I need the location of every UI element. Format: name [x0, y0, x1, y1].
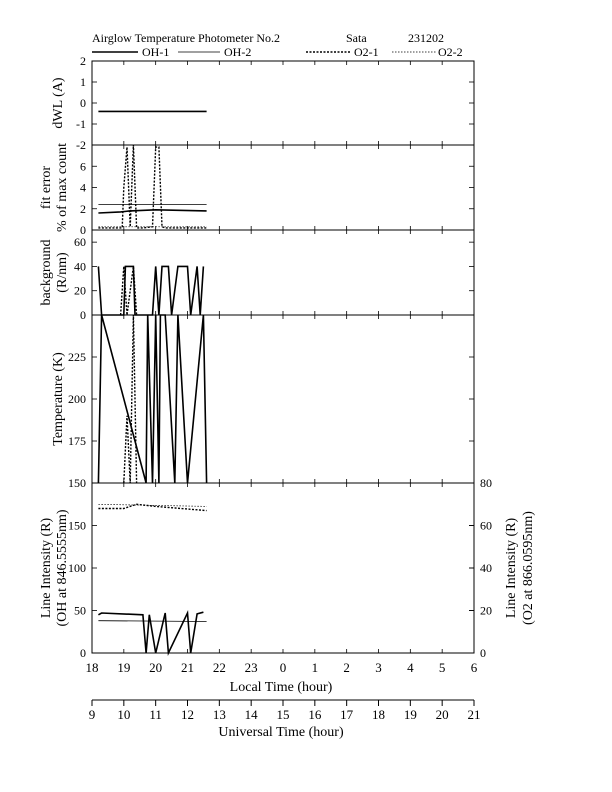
- background-ylabel2: (R/nm): [55, 252, 70, 293]
- intensity-ytick-label: 0: [80, 646, 86, 660]
- intensity-ytick-label: 50: [74, 603, 86, 618]
- intensity-ylabel-right2: (O2 at 866.0595nm): [521, 511, 536, 625]
- intensity-ytick-label-right: 40: [480, 561, 492, 575]
- background-series-oh1: [98, 266, 203, 315]
- universal-time-label: Universal Time (hour): [218, 725, 344, 740]
- legend-label-o21: O2-1: [354, 45, 379, 59]
- universal-time-tick-label: 21: [467, 707, 481, 722]
- date-label: 231202: [408, 31, 444, 45]
- intensity-ylabel-right: Line Intensity (R): [504, 517, 519, 619]
- legend-label-oh1: OH-1: [142, 45, 170, 59]
- temperature-ytick-label: 175: [68, 434, 86, 448]
- local-time-tick-label: 3: [375, 660, 382, 675]
- intensity-ytick-label-right: 0: [480, 646, 486, 660]
- temperature-ylabel: Temperature (K): [51, 352, 66, 446]
- background-ytick-label: 60: [74, 235, 86, 250]
- dwl-frame: [92, 61, 474, 145]
- fit_error-ytick-label: 6: [80, 159, 86, 174]
- local-time-tick-label: 2: [343, 660, 350, 675]
- intensity-ytick-label-right: 60: [480, 518, 492, 533]
- universal-time-tick-label: 14: [244, 707, 258, 722]
- background-ytick-label: 40: [74, 259, 86, 274]
- temperature-series-o21: [124, 315, 137, 483]
- fit_error-ytick-label: 2: [80, 201, 86, 216]
- local-time-tick-label: 21: [181, 660, 194, 675]
- dwl-ytick-label: -1: [76, 117, 86, 131]
- universal-time-tick-label: 15: [276, 707, 290, 722]
- panel-intensity: [39, 476, 536, 660]
- local-time-tick-label: 6: [470, 660, 478, 675]
- universal-time-tick-label: 12: [181, 707, 194, 722]
- temperature-ytick-label: 225: [68, 350, 86, 364]
- background-ytick-label: 0: [80, 308, 86, 322]
- universal-time-tick-label: 9: [88, 707, 96, 722]
- local-time-tick-label: 20: [149, 660, 163, 675]
- intensity-ytick-label-right: 80: [480, 476, 492, 490]
- background-frame: [92, 230, 474, 315]
- fit_error-frame: [92, 145, 474, 230]
- universal-time-tick-label: 16: [308, 707, 322, 722]
- intensity-ytick-label: 100: [68, 561, 86, 575]
- chart-title: Airglow Temperature Photometer No.2: [92, 31, 281, 45]
- local-time-tick-label: 1: [311, 660, 319, 675]
- intensity-frame: [92, 483, 474, 653]
- local-time-tick-label: 18: [85, 660, 99, 675]
- panel-background: [39, 230, 474, 322]
- temperature-ytick-label: 150: [68, 476, 86, 490]
- dwl-ylabel: dWL (A): [51, 77, 66, 129]
- background-ytick-label: 20: [74, 283, 86, 298]
- site-name: Sata: [346, 31, 367, 45]
- fit_error-ylabel: fit error: [39, 165, 54, 210]
- legend: [92, 45, 463, 59]
- background-ylabel: background: [39, 239, 54, 306]
- fit_error-ytick-label: 4: [80, 180, 86, 195]
- intensity-series-oh2: [98, 621, 206, 622]
- local-time-tick-label: 5: [438, 660, 446, 675]
- local-time-tick-label: 22: [212, 660, 226, 675]
- panel-temperature: [51, 315, 474, 490]
- panel-dwl: [51, 54, 474, 152]
- intensity-series-o22: [98, 504, 206, 506]
- local-time-tick-label: 23: [244, 660, 258, 675]
- local-time-tick-label: 4: [407, 660, 414, 675]
- panels: [39, 54, 536, 660]
- fit_error-ytick-label: 0: [80, 223, 86, 237]
- intensity-ytick-label-right: 20: [480, 603, 492, 618]
- fit_error-ylabel2: % of max count: [55, 142, 70, 233]
- intensity-ylabel2: (OH at 846.5555nm): [55, 509, 70, 627]
- universal-time-tick-label: 10: [117, 707, 131, 722]
- local-time-label: Local Time (hour): [229, 680, 333, 695]
- fit_error-series-o21: [98, 145, 206, 228]
- legend-label-o22: O2-2: [438, 45, 463, 59]
- legend-label-oh2: OH-2: [224, 45, 252, 59]
- temperature-ytick-label: 200: [68, 392, 86, 406]
- universal-time-tick-label: 18: [372, 707, 385, 722]
- dwl-ytick-label: -2: [76, 138, 86, 152]
- universal-time-tick-label: 17: [340, 707, 354, 722]
- universal-time-tick-label: 13: [212, 707, 226, 722]
- universal-time-tick-label: 11: [149, 707, 162, 722]
- intensity-ytick-label: 150: [68, 518, 86, 533]
- universal-time-axis: [89, 700, 481, 722]
- universal-time-tick-label: 20: [435, 707, 449, 722]
- local-time-tick-label: 0: [279, 660, 287, 675]
- temperature-series-oh1: [98, 315, 206, 483]
- panel-fit_error: [39, 143, 474, 237]
- dwl-ytick-label: 0: [80, 96, 86, 110]
- intensity-series-oh1: [98, 612, 203, 653]
- local-time-tick-label: 19: [117, 660, 131, 675]
- intensity-ylabel: Line Intensity (R): [39, 517, 54, 619]
- dwl-ytick-label: 2: [80, 54, 86, 68]
- universal-time-tick-label: 19: [403, 707, 417, 722]
- dwl-ytick-label: 1: [80, 75, 86, 89]
- local-time-axis: [86, 660, 478, 675]
